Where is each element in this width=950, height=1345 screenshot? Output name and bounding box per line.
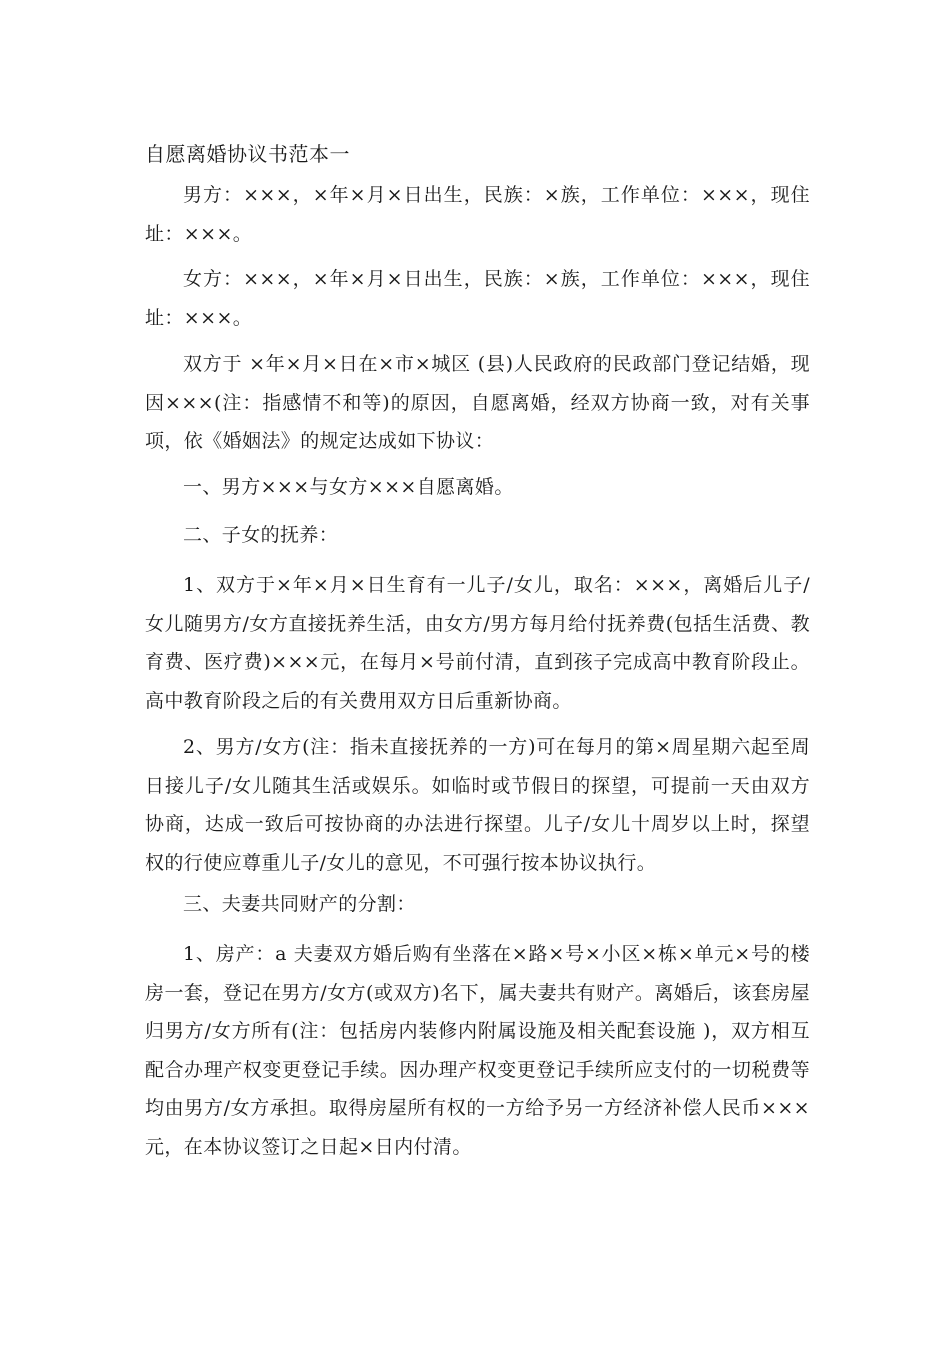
paragraph-property: 1、房产：a 夫妻双方婚后购有坐落在×路×号×小区×栋×单元×号的楼房一套，登记在男方/女方(或双方)名下，属夫妻共有财产。离婚后，该套房屋归男方/女方所有(注：包括房内装修内附属设施及相关配套设施 )，双方相互配合办理产权变更登记手续。因办理产权变更登记手续所应支付的一切税费等均由男方/女方承担。取得房屋所有权的一方给予另一方经济补偿人民币×××元，在本协议签订之日起×日内付清。 <box>145 943 810 1158</box>
paragraph-female-party: 女方：×××，×年×月×日出生，民族：×族，工作单位：×××，现住址：×××。 <box>145 268 810 329</box>
paragraph-section-three-heading: 三、夫妻共同财产的分割： <box>183 893 416 915</box>
document-title: 自愿离婚协议书范本一 <box>145 142 350 166</box>
paragraph-section-two-heading: 二、子女的抚养： <box>183 524 339 546</box>
paragraph-visitation: 2、男方/女方(注：指未直接抚养的一方)可在每月的第×周星期六起至周日接儿子/女儿随其生活或娱乐。如临时或节假日的探望，可提前一天由双方协商，达成一致后可按协商的办法进行探望。儿子/女儿十周岁以上时，探望权的行使应尊重儿子/女儿的意见，不可强行按本协议执行。 <box>145 736 810 874</box>
paragraph-preamble: 双方于 ×年×月×日在×市×城区 (县)人民政府的民政部门登记结婚，现因×××(注：指感情不和等)的原因，自愿离婚，经双方协商一致，对有关事项，依《婚姻法》的规定达成如下协议： <box>145 353 810 452</box>
paragraph-section-one: 一、男方×××与女方×××自愿离婚。 <box>183 476 514 498</box>
paragraph-child-support: 1、双方于×年×月×日生育有一儿子/女儿，取名：×××，离婚后儿子/女儿随男方/女方直接抚养生活，由女方/男方每月给付抚养费(包括生活费、教育费、医疗费)×××元，在每月×号前付清，直到孩子完成高中教育阶段止。高中教育阶段之后的有关费用双方日后重新协商。 <box>145 574 810 712</box>
paragraph-male-party: 男方：×××，×年×月×日出生，民族：×族，工作单位：×××，现住址：×××。 <box>145 184 810 245</box>
